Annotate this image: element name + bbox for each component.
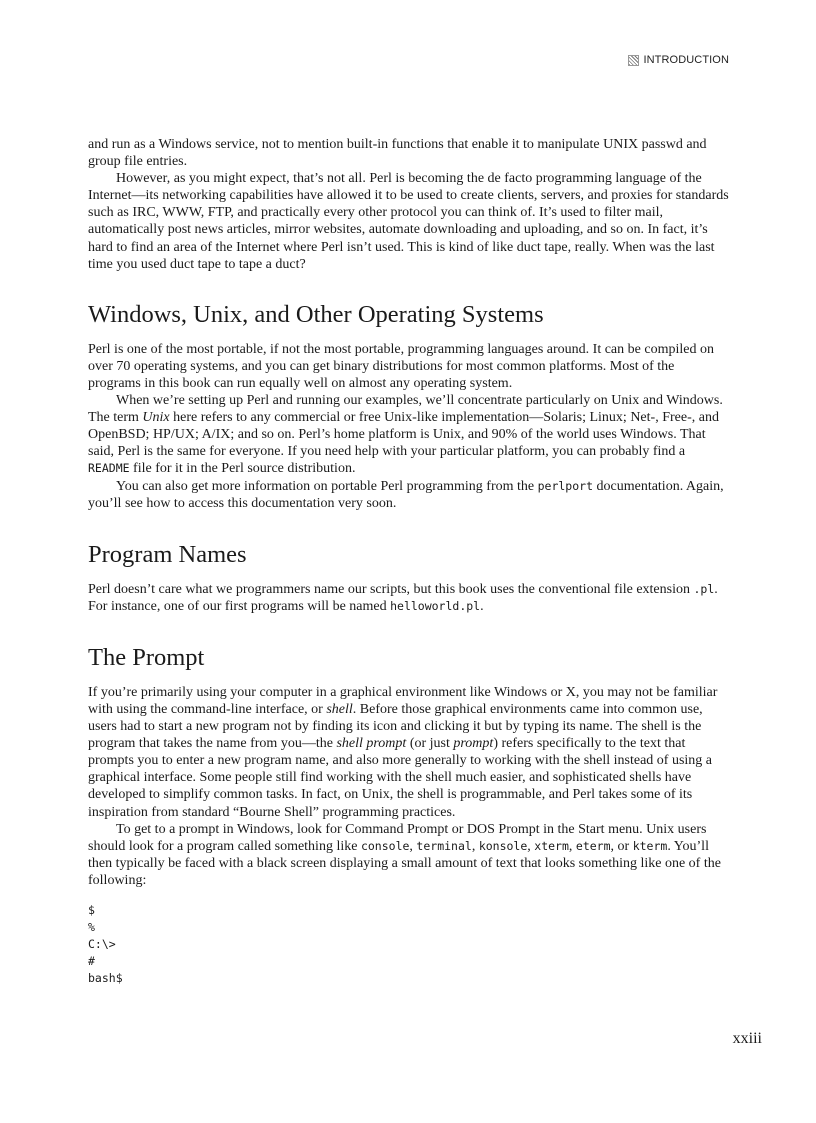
code-terminal: terminal <box>416 838 472 853</box>
os-paragraph-1: Perl is one of the most portable, if not the most portable, programming languages around. It can be compiled on over 70 operating systems, and you can get binary distributions for most common platforms. Most of the programs in this book can run equally well on almost any operating system. <box>88 341 714 391</box>
code-perlport: perlport <box>537 478 593 493</box>
prompt-paragraph-2: To get to a prompt in Windows, look for Command Prompt or DOS Prompt in the Start menu. Unix users should look for a program called something like console, terminal, konsole, xterm, eterm, or kterm. You’ll then typically be faced with a black screen displaying a small amount of text that looks something like one of the following: <box>88 821 721 888</box>
heading-the-prompt: The Prompt <box>88 643 205 671</box>
prompt-example-line: # <box>88 954 95 969</box>
os-paragraph-3: You can also get more information on portable Perl programming from the perlport documentation. Again, you’ll see how to access this documentation very soon. <box>88 478 724 511</box>
heading-operating-systems: Windows, Unix, and Other Operating Systems <box>88 300 544 328</box>
code-readme: README <box>88 461 130 476</box>
intro-paragraph-1: and run as a Windows service, not to mention built-in functions that enable it to manipulate UNIX passwd and group file entries. <box>88 137 707 170</box>
emphasis-unix: Unix <box>142 410 170 426</box>
emphasis-prompt: prompt <box>453 736 494 752</box>
code-pl-extension: .pl <box>693 581 715 596</box>
prompt-example-line: bash$ <box>88 971 123 986</box>
page-number: xxiii <box>732 1030 762 1047</box>
page-body <box>88 136 730 987</box>
section-marker-icon <box>628 55 639 66</box>
os-paragraph-2: When we’re setting up Perl and running our examples, we’ll concentrate particularly on Unix and Windows. The term Unix here refers to any commercial or free Unix-like implementation—Solaris; Linux; Net-, Free-, and OpenBSD; HP/UX; A/IX; and so on. Perl’s home platform is Unix, and 90% of the world uses Windows. That said, Perl is the same for everyone. If you need help with your particular platform, you can probably find a README file for it in the Perl source distribution. <box>88 393 723 477</box>
prompt-examples-code-block <box>88 902 730 987</box>
code-kterm: kterm <box>632 838 668 853</box>
running-title: INTRODUCTION <box>643 54 729 66</box>
code-eterm: eterm <box>575 838 611 853</box>
running-head <box>628 54 729 66</box>
names-paragraph-1: Perl doesn’t care what we programmers name our scripts, but this book uses the conventional file extension .pl. For instance, one of our first programs will be named helloworld.pl. <box>88 581 718 614</box>
code-helloworld: helloworld.pl <box>390 598 481 613</box>
heading-program-names: Program Names <box>88 540 247 568</box>
prompt-example-line: C:\> <box>88 937 116 952</box>
emphasis-shell: shell <box>326 701 353 717</box>
prompt-paragraph-1: If you’re primarily using your computer in a graphical environment like Windows or X, you may not be familiar with using the command-line interface, or shell. Before those graphical environments came into common use, users had to start a new program not by finding its icon and clicking it but by typing its name. The shell is the program that takes the name from you—the shell prompt (or just prompt) refers specifically to the text that prompts you to enter a new program name, and also more generally to working with the shell instead of using a graphical interface. Some people still find working with the shell much easier, and sophisticated shells have developed to simplify common tasks. In fact, on Unix, the shell is programmable, and Perl takes some of its inspiration from standard “Bourne Shell” programming practices. <box>88 684 718 820</box>
emphasis-shell-prompt: shell prompt <box>336 736 407 752</box>
code-konsole: konsole <box>478 838 528 853</box>
intro-paragraph-2: However, as you might expect, that’s not all. Perl is becoming the de facto programming language of the Internet—its networking capabilities have allowed it to be used to create clients, servers, and proxies for standards such as IRC, WWW, FTP, and practically every other protocol you can think of. It’s used to filter mail, automatically post news articles, mirror websites, automate downloading and uploading, and so on. In fact, it’s hard to find an area of the Internet where Perl isn’t used. This is kind of like duct tape, really. When was the last time you used duct tape to tape a duct? <box>88 171 729 272</box>
code-xterm: xterm <box>534 838 569 853</box>
code-console: console <box>360 838 410 853</box>
prompt-example-line: % <box>88 920 95 935</box>
prompt-example-line: $ <box>88 903 95 917</box>
